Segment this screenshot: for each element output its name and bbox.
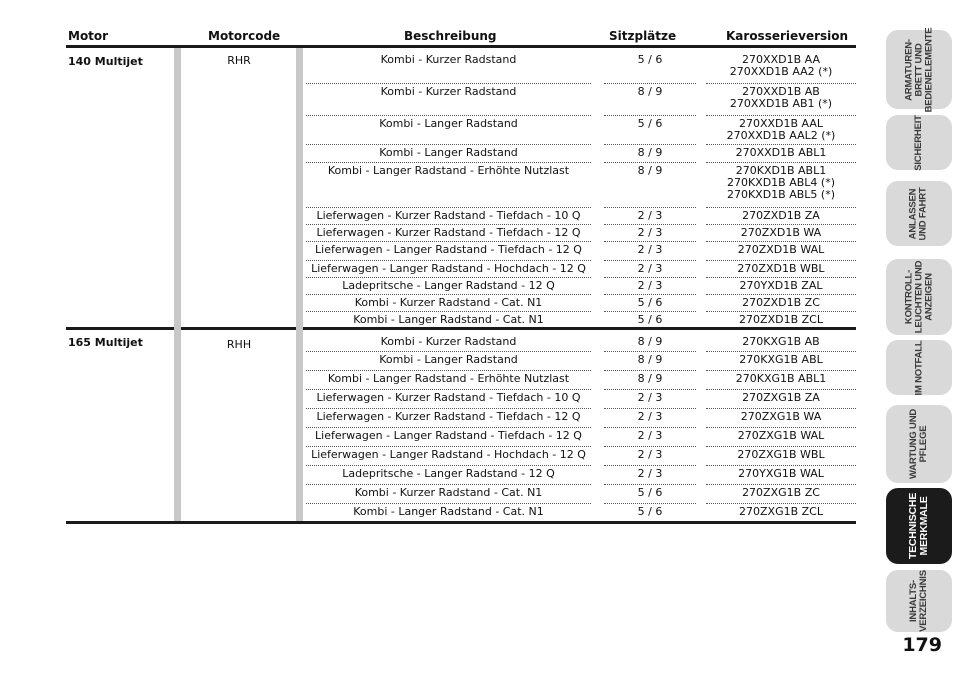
seats-cell: 2 / 3 bbox=[637, 410, 663, 423]
row-separator bbox=[706, 465, 856, 466]
row-separator bbox=[306, 446, 591, 447]
tab-anlassen[interactable] bbox=[886, 181, 952, 246]
description-cell: Lieferwagen - Kurzer Radstand - Tiefdach - 10 Q bbox=[316, 391, 581, 404]
description-cell: Lieferwagen - Langer Radstand - Hochdach - 12 Q bbox=[311, 448, 586, 461]
row-separator bbox=[306, 260, 591, 261]
motor-140-multijet: 140 Multijet bbox=[68, 55, 143, 68]
row-separator bbox=[306, 115, 591, 116]
body-version-cell: 270XXD1B AA 270XXD1B AA2 (*) bbox=[729, 53, 833, 78]
description-cell: Kombi - Langer Radstand - Cat. N1 bbox=[353, 505, 544, 518]
description-cell: Kombi - Langer Radstand bbox=[379, 117, 518, 130]
tab-armaturenbrett[interactable] bbox=[886, 27, 952, 112]
header-sitzplaetze: Sitzplätze bbox=[609, 29, 677, 43]
tab-technische-merkmale[interactable] bbox=[886, 488, 952, 564]
body-version-cell: 270KXG1B ABL1 bbox=[735, 372, 827, 385]
row-separator bbox=[604, 207, 696, 208]
tab-wartung-label: WARTUNG UND PFLEGE bbox=[908, 408, 930, 480]
seats-cell: 5 / 6 bbox=[637, 53, 663, 66]
row-separator bbox=[706, 370, 856, 371]
row-separator bbox=[306, 162, 591, 163]
motorcode-rhh: RHH bbox=[226, 338, 252, 351]
body-version-cell: 270KXG1B ABL bbox=[739, 353, 823, 366]
row-separator bbox=[706, 260, 856, 261]
description-cell: Lieferwagen - Langer Radstand - Tiefdach - 12 Q bbox=[315, 243, 582, 256]
row-separator bbox=[706, 484, 856, 485]
row-separator bbox=[706, 311, 856, 312]
description-cell: Lieferwagen - Kurzer Radstand - Tiefdach - 12 Q bbox=[316, 410, 581, 423]
description-cell: Kombi - Kurzer Radstand bbox=[380, 53, 517, 66]
body-version-cell: 270ZXD1B WAL bbox=[737, 243, 825, 256]
row-separator bbox=[306, 370, 591, 371]
seats-cell: 2 / 3 bbox=[637, 262, 663, 275]
seats-cell: 2 / 3 bbox=[637, 209, 663, 222]
row-separator bbox=[306, 408, 591, 409]
description-cell: Kombi - Kurzer Radstand - Cat. N1 bbox=[354, 296, 543, 309]
row-separator bbox=[306, 311, 591, 312]
description-cell: Kombi - Langer Radstand bbox=[379, 146, 518, 159]
body-version-cell: 270ZXD1B ZCL bbox=[739, 313, 823, 326]
header-beschreibung: Beschreibung bbox=[404, 29, 497, 43]
row-separator bbox=[604, 144, 696, 145]
description-cell: Kombi - Kurzer Radstand bbox=[380, 335, 517, 348]
tab-sicherheit[interactable] bbox=[886, 115, 952, 170]
column-divider-beschreibung bbox=[296, 48, 303, 521]
body-version-cell: 270ZXG1B ZA bbox=[742, 391, 820, 404]
description-cell: Lieferwagen - Langer Radstand - Hochdach - 12 Q bbox=[311, 262, 586, 275]
row-separator bbox=[306, 465, 591, 466]
row-separator bbox=[706, 503, 856, 504]
description-cell: Kombi - Langer Radstand - Erhöhte Nutzlast bbox=[327, 372, 570, 385]
row-separator bbox=[706, 83, 856, 84]
seats-cell: 8 / 9 bbox=[637, 372, 663, 385]
body-version-cell: 270ZXD1B WBL bbox=[737, 262, 825, 275]
body-version-cell: 270ZXG1B WBL bbox=[737, 448, 825, 461]
body-version-cell: 270KXD1B ABL1 270KXD1B ABL4 (*) 270KXD1B ABL5 (*) bbox=[726, 164, 836, 201]
row-separator bbox=[306, 484, 591, 485]
row-separator bbox=[306, 144, 591, 145]
row-separator bbox=[604, 503, 696, 504]
row-separator bbox=[604, 115, 696, 116]
seats-cell: 2 / 3 bbox=[637, 391, 663, 404]
group-divider-rule bbox=[66, 327, 856, 330]
seats-cell: 2 / 3 bbox=[637, 467, 663, 480]
row-separator bbox=[706, 389, 856, 390]
seats-cell: 2 / 3 bbox=[637, 279, 663, 292]
header-motorcode: Motorcode bbox=[208, 29, 281, 43]
motorcode-rhr: RHR bbox=[227, 54, 251, 67]
description-cell: Lieferwagen - Kurzer Radstand - Tiefdach - 10 Q bbox=[316, 209, 581, 222]
row-separator bbox=[604, 446, 696, 447]
seats-cell: 2 / 3 bbox=[637, 429, 663, 442]
row-separator bbox=[306, 83, 591, 84]
row-separator bbox=[604, 162, 696, 163]
row-separator bbox=[706, 277, 856, 278]
row-separator bbox=[706, 427, 856, 428]
tab-sicherheit-label: SICHERHEIT bbox=[912, 114, 924, 171]
row-separator bbox=[706, 115, 856, 116]
tab-inhaltsverzeichnis[interactable] bbox=[886, 570, 952, 632]
tab-kontrollleuchten[interactable] bbox=[886, 259, 952, 335]
description-cell: Kombi - Langer Radstand - Erhöhte Nutzlast bbox=[327, 164, 570, 177]
body-version-cell: 270KXG1B AB bbox=[742, 335, 820, 348]
column-divider-motorcode bbox=[174, 48, 181, 521]
body-version-cell: 270ZXG1B ZC bbox=[742, 486, 820, 499]
seats-cell: 8 / 9 bbox=[637, 164, 663, 177]
tab-technische-merkmale-label: TECHNISCHE MERKMALE bbox=[907, 492, 931, 560]
seats-cell: 2 / 3 bbox=[637, 243, 663, 256]
body-version-cell: 270XXD1B ABL1 bbox=[735, 146, 827, 159]
page-number: 179 bbox=[902, 634, 942, 656]
row-separator bbox=[306, 277, 591, 278]
row-separator bbox=[706, 162, 856, 163]
body-version-cell: 270XXD1B AAL 270XXD1B AAL2 (*) bbox=[726, 117, 836, 142]
seats-cell: 5 / 6 bbox=[637, 117, 663, 130]
motor-165-multijet: 165 Multijet bbox=[68, 336, 143, 349]
row-separator bbox=[706, 207, 856, 208]
row-separator bbox=[604, 408, 696, 409]
body-version-cell: 270ZXD1B WA bbox=[740, 226, 822, 239]
tab-inhaltsverzeichnis-label: INHALTS- VERZEICHNIS bbox=[907, 570, 929, 632]
header-motor: Motor bbox=[68, 29, 109, 43]
tab-im-notfall-label: IM NOTFALL bbox=[913, 340, 924, 395]
row-separator bbox=[706, 241, 856, 242]
row-separator bbox=[306, 207, 591, 208]
seats-cell: 2 / 3 bbox=[637, 226, 663, 239]
row-separator bbox=[306, 224, 591, 225]
tab-kontrollleuchten-label: KONTROLL- LEUCHTEN UND ANZEIGEN bbox=[903, 260, 935, 334]
row-separator bbox=[604, 83, 696, 84]
body-version-cell: 270YXG1B WAL bbox=[738, 467, 824, 480]
header-rule bbox=[66, 45, 856, 48]
tab-anlassen-label: ANLASSEN UND FAHRT bbox=[908, 186, 929, 241]
description-cell: Ladepritsche - Langer Radstand - 12 Q bbox=[342, 467, 555, 480]
seats-cell: 8 / 9 bbox=[637, 353, 663, 366]
tab-armaturenbrett-label: ARMATUREN- BRETT UND BEDIENELEMENTE bbox=[903, 27, 935, 112]
row-separator bbox=[306, 351, 591, 352]
seats-cell: 5 / 6 bbox=[637, 505, 663, 518]
row-separator bbox=[706, 351, 856, 352]
tab-im-notfall[interactable] bbox=[886, 340, 952, 395]
row-separator bbox=[706, 446, 856, 447]
row-separator bbox=[604, 427, 696, 428]
row-separator bbox=[306, 294, 591, 295]
description-cell: Kombi - Langer Radstand - Cat. N1 bbox=[353, 313, 544, 326]
row-separator bbox=[306, 427, 591, 428]
row-separator bbox=[604, 241, 696, 242]
tab-wartung[interactable] bbox=[886, 405, 952, 483]
row-separator bbox=[604, 484, 696, 485]
row-separator bbox=[306, 503, 591, 504]
description-cell: Kombi - Kurzer Radstand - Cat. N1 bbox=[354, 486, 543, 499]
header-karosserieversion: Karosserieversion bbox=[726, 29, 849, 43]
description-cell: Kombi - Langer Radstand bbox=[379, 353, 518, 366]
seats-cell: 5 / 6 bbox=[637, 486, 663, 499]
row-separator bbox=[604, 351, 696, 352]
body-version-cell: 270ZXG1B ZCL bbox=[739, 505, 823, 518]
description-cell: Ladepritsche - Langer Radstand - 12 Q bbox=[342, 279, 555, 292]
seats-cell: 5 / 6 bbox=[637, 313, 663, 326]
row-separator bbox=[706, 408, 856, 409]
table-header bbox=[66, 27, 856, 45]
body-version-cell: 270ZXG1B WA bbox=[740, 410, 822, 423]
row-separator bbox=[604, 277, 696, 278]
row-separator bbox=[604, 311, 696, 312]
seats-cell: 8 / 9 bbox=[637, 335, 663, 348]
row-separator bbox=[706, 224, 856, 225]
row-separator bbox=[706, 144, 856, 145]
row-separator bbox=[604, 370, 696, 371]
description-cell: Lieferwagen - Kurzer Radstand - Tiefdach - 12 Q bbox=[316, 226, 581, 239]
row-separator bbox=[604, 224, 696, 225]
row-separator bbox=[604, 294, 696, 295]
row-separator bbox=[306, 241, 591, 242]
seats-cell: 8 / 9 bbox=[637, 85, 663, 98]
row-separator bbox=[604, 260, 696, 261]
seats-cell: 5 / 6 bbox=[637, 296, 663, 309]
description-cell: Kombi - Kurzer Radstand bbox=[380, 85, 517, 98]
table-bottom-rule bbox=[66, 521, 856, 524]
body-version-cell: 270XXD1B AB 270XXD1B AB1 (*) bbox=[729, 85, 833, 110]
body-version-cell: 270ZXD1B ZC bbox=[742, 296, 820, 309]
row-separator bbox=[306, 389, 591, 390]
row-separator bbox=[604, 465, 696, 466]
row-separator bbox=[706, 294, 856, 295]
seats-cell: 8 / 9 bbox=[637, 146, 663, 159]
body-version-cell: 270YXD1B ZAL bbox=[739, 279, 823, 292]
body-version-cell: 270ZXG1B WAL bbox=[737, 429, 825, 442]
row-separator bbox=[604, 389, 696, 390]
description-cell: Lieferwagen - Langer Radstand - Tiefdach - 12 Q bbox=[315, 429, 582, 442]
seats-cell: 2 / 3 bbox=[637, 448, 663, 461]
body-version-cell: 270ZXD1B ZA bbox=[742, 209, 820, 222]
